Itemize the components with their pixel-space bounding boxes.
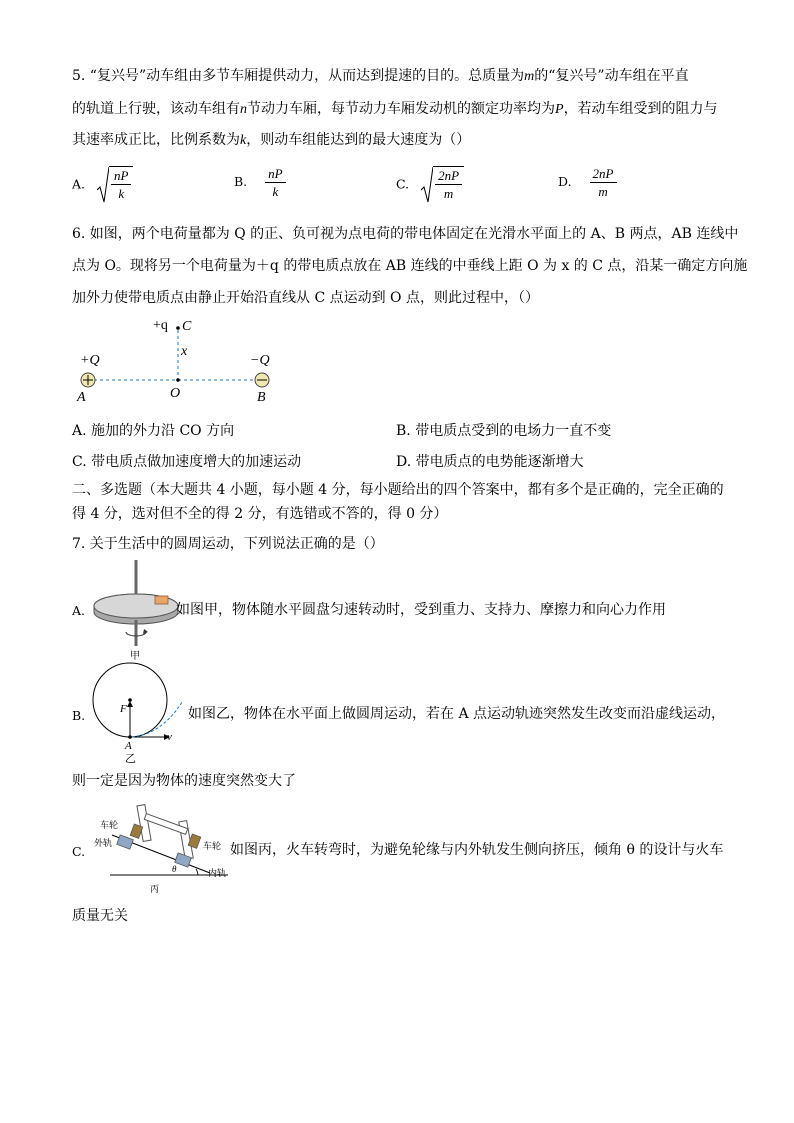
section2-line2: 得 4 分，选对但不全的得 2 分，有选错或不答的，得 0 分）	[72, 506, 448, 522]
label-O: O	[170, 386, 181, 401]
q7-stem: 7. 关于生活中的圆周运动，下列说法正确的是（）	[72, 536, 384, 552]
q6-option-a[interactable]: A. 施加的外力沿 CO 方向	[72, 423, 235, 439]
option-label: D.	[558, 174, 572, 189]
q7-c-caption: 丙	[150, 885, 160, 895]
rotating-disk-figure	[92, 558, 182, 660]
label-B: B	[257, 390, 266, 405]
label-A: A	[77, 390, 86, 405]
q7-a-caption: 甲	[130, 651, 140, 662]
sqrt-sign	[421, 166, 464, 204]
label-inner-rail: 内轨	[208, 869, 227, 879]
fraction	[265, 166, 285, 199]
label-x: x	[181, 344, 188, 359]
q5-text-3a: 其速率成正比，比例系数为	[72, 132, 240, 148]
section2-line1: 二、多选题（本大题共 4 小题，每小题 4 分，每小题给出的四个答案中，都有多个是正确的，完全正确的	[72, 482, 724, 498]
q5-var-k: k	[240, 133, 247, 148]
q6-option-b[interactable]: B. 带电质点受到的电场力一直不变	[396, 423, 612, 439]
q7-b-label: B.	[72, 708, 86, 723]
fraction	[435, 168, 462, 201]
q5-text-2a: 的轨道上行驶，该动车组有	[72, 101, 240, 117]
label-minus-Q: −Q	[250, 353, 270, 368]
q5-option-a[interactable]	[72, 166, 133, 204]
option-label: B.	[234, 174, 248, 189]
q6-line3: 加外力使带电质点由静止开始沿直线从 C 点运动到 O 点，则此过程中，（）	[72, 290, 539, 306]
q5-text-2c: ，若动车组受到的阻力与	[563, 101, 718, 117]
q5-text-1: 5. “复兴号”动车组由多节车厢提供动力，从而达到提速的目的。总质量为	[72, 68, 525, 84]
label-wheel-1: 车轮	[100, 821, 119, 831]
q5-text-2b: 节动力车厢，每节动力车厢发动机的额定功率均为	[247, 101, 555, 117]
q7-c-continuation: 质量无关	[72, 908, 128, 924]
q5-option-d[interactable]	[558, 166, 617, 199]
q7-a-text[interactable]: 如图甲，物体随水平圆盘匀速转动时，受到重力、支持力、摩擦力和向心力作用	[176, 602, 666, 618]
q5-text-3b: ，则动车组能达到的最大速度为（）	[246, 132, 471, 148]
label-outer-rail: 外轨	[94, 839, 113, 849]
label-plus-q: +q	[153, 318, 168, 333]
q7-b-continuation: 则一定是因为物体的速度突然变大了	[72, 773, 296, 789]
q5-option-b[interactable]	[234, 166, 286, 199]
q5-var-P: P	[555, 102, 564, 117]
q7-b-caption: 乙	[125, 752, 136, 765]
denominator: k	[118, 186, 125, 201]
label-A-point: A	[125, 740, 132, 752]
q6-line2: 点为 O。现将另一个电荷量为＋q 的带电质点放在 AB 连线的中垂线上距 O 为 x 的 C 点，沿某一确定方向施	[72, 258, 748, 274]
numerator: nP	[265, 166, 285, 183]
numerator: 2nP	[435, 168, 462, 185]
label-C: C	[182, 319, 192, 334]
option-label: C.	[396, 176, 410, 192]
q5-var-n: n	[240, 102, 247, 117]
label-v: v	[167, 731, 172, 743]
fraction	[111, 168, 131, 201]
label-F: F	[120, 703, 127, 715]
circular-motion-figure	[92, 660, 188, 756]
q5-text-1b: 的“复兴号”动车组在平直	[534, 68, 689, 84]
label-wheel-2: 车轮	[203, 842, 222, 852]
sqrt-sign	[97, 166, 133, 204]
denominator: m	[598, 184, 608, 199]
fraction	[590, 166, 617, 199]
q6-line1: 6. 如图，两个电荷量都为 Q 的正、负可视为点电荷的带电体固定在光滑水平面上的 A、B 两点，AB 连线中	[72, 226, 739, 242]
denominator: k	[272, 184, 279, 199]
q5-line3	[72, 130, 470, 151]
label-theta: θ	[172, 864, 177, 874]
q6-option-d[interactable]: D. 带电质点的电势能逐渐增大	[396, 454, 584, 470]
q5-var-m: m	[524, 69, 535, 84]
q7-b-text[interactable]: 如图乙，物体在水平面上做圆周运动，若在 A 点运动轨迹突然发生改变而沿虚线运动，	[188, 706, 726, 722]
q7-c-label: C.	[72, 844, 86, 859]
q7-a-label: A.	[72, 603, 86, 618]
q7-c-text[interactable]: 如图丙，火车转弯时，为避免轮缘与内外轨发生侧向挤压，倾角 θ 的设计与火车	[230, 842, 724, 858]
numerator: nP	[111, 168, 131, 185]
q5-line2	[72, 99, 718, 120]
q6-option-c[interactable]: C. 带电质点做加速度增大的加速运动	[72, 454, 302, 470]
q5-line1	[72, 66, 689, 87]
q5-option-c[interactable]	[396, 166, 464, 204]
option-label: A.	[72, 176, 86, 192]
numerator: 2nP	[590, 166, 617, 183]
label-plus-Q: +Q	[80, 353, 100, 368]
denominator: m	[443, 186, 454, 201]
